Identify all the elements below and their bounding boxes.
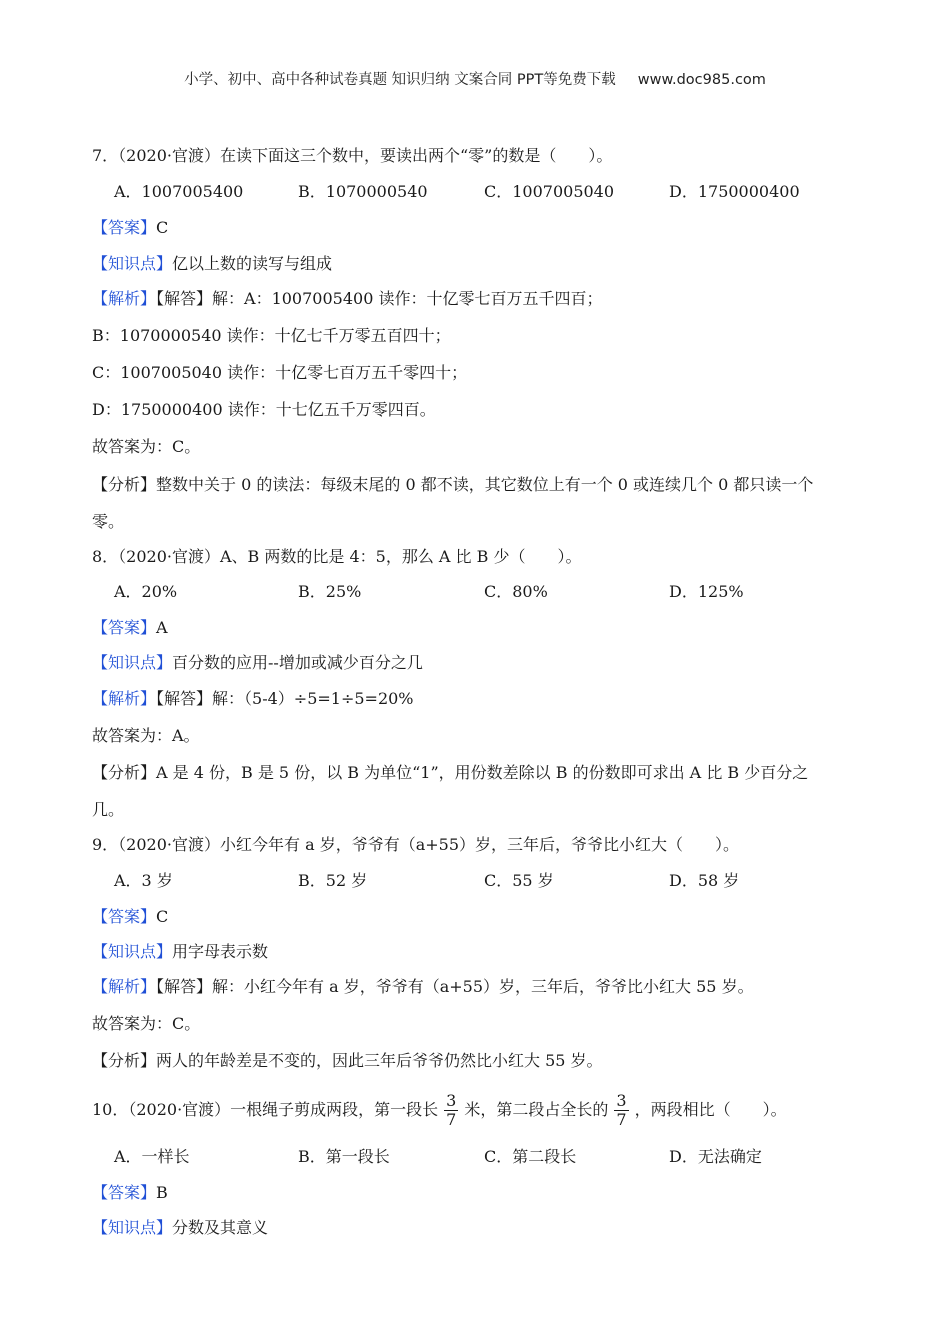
fraction-three-sevenths bbox=[444, 1092, 458, 1129]
q7-knowledge-point bbox=[92, 253, 332, 275]
analysis-text: 【解答】解：A：1007005400 读作：十亿零七百万五千四百； bbox=[156, 289, 603, 308]
q10-stem-part-2: 米，第二段占全长的 bbox=[464, 1100, 609, 1119]
q7-analysis-line-4: D：1750000400 读作：十七亿五千万零四百。 bbox=[92, 400, 436, 419]
q8-answer bbox=[92, 617, 168, 639]
knowledge-point-text: 用字母表示数 bbox=[172, 942, 269, 961]
knowledge-point-text: 百分数的应用--增加或减少百分之几 bbox=[172, 653, 423, 672]
q7-option-b: B．1070000540 bbox=[298, 182, 428, 201]
q10-option-a: A．一样长 bbox=[114, 1147, 190, 1166]
knowledge-point-text: 分数及其意义 bbox=[172, 1218, 269, 1237]
fraction-three-sevenths bbox=[614, 1092, 628, 1129]
knowledge-point-tag: 【知识点】 bbox=[92, 653, 173, 672]
analysis-text: 【解答】解：小红今年有 a 岁，爷爷有（a+55）岁，三年后，爷爷比小红大 55 岁。 bbox=[156, 977, 754, 996]
knowledge-point-tag: 【知识点】 bbox=[92, 254, 173, 273]
knowledge-point-tag: 【知识点】 bbox=[92, 1218, 173, 1237]
answer-value: C bbox=[156, 907, 169, 926]
header-site-link[interactable]: www.doc985.com bbox=[637, 72, 766, 88]
knowledge-point-tag: 【知识点】 bbox=[92, 942, 173, 961]
q9-option-c: C．55 岁 bbox=[484, 871, 554, 890]
q7-option-a: A．1007005400 bbox=[114, 182, 244, 201]
q7-option-d: D．1750000400 bbox=[669, 182, 800, 201]
q7-answer bbox=[92, 217, 168, 239]
q7-conclusion: 故答案为：C。 bbox=[92, 437, 201, 456]
answer-tag: 【答案】 bbox=[92, 618, 157, 637]
q10-answer bbox=[92, 1182, 168, 1204]
q10-stem-part-3: ，两段相比（ ）。 bbox=[634, 1100, 787, 1119]
answer-value: C bbox=[156, 218, 169, 237]
q8-knowledge-point bbox=[92, 652, 423, 674]
analysis-tag: 【解析】 bbox=[92, 289, 157, 308]
fraction-denominator: 7 bbox=[616, 1110, 627, 1129]
q10-stem-part-1: 10．（2020·官渡）一根绳子剪成两段，第一段长 bbox=[92, 1100, 439, 1119]
fraction-numerator: 3 bbox=[446, 1091, 457, 1110]
q9-option-a: A．3 岁 bbox=[114, 871, 173, 890]
q8-option-d: D．125% bbox=[669, 582, 744, 601]
q8-option-a: A．20% bbox=[114, 582, 178, 601]
q8-analysis-line-1 bbox=[92, 688, 414, 710]
q10-stem bbox=[92, 1090, 787, 1130]
header-text: 小学、初中、高中各种试卷真题 知识归纳 文案合同 PPT等免费下载 bbox=[184, 72, 616, 88]
q7-analysis-line-3: C：1007005040 读作：十亿零七百万五千零四十； bbox=[92, 363, 468, 382]
answer-tag: 【答案】 bbox=[92, 1183, 157, 1202]
q9-fenxi-line-1: 【分析】两人的年龄差是不变的，因此三年后爷爷仍然比小红大 55 岁。 bbox=[92, 1051, 603, 1070]
answer-value: B bbox=[156, 1183, 168, 1202]
q9-answer bbox=[92, 906, 168, 928]
analysis-tag: 【解析】 bbox=[92, 689, 157, 708]
q10-knowledge-point bbox=[92, 1217, 268, 1239]
answer-tag: 【答案】 bbox=[92, 218, 157, 237]
q9-stem: 9．（2020·官渡）小红今年有 a 岁，爷爷有（a+55）岁，三年后，爷爷比小红大（ ）。 bbox=[92, 835, 740, 854]
q9-option-b: B．52 岁 bbox=[298, 871, 368, 890]
q10-option-d: D．无法确定 bbox=[669, 1147, 762, 1166]
q7-option-c: C．1007005040 bbox=[484, 182, 615, 201]
q7-analysis-line-2: B：1070000540 读作：十亿七千万零五百四十； bbox=[92, 326, 451, 345]
q8-fenxi-line-2: 几。 bbox=[92, 800, 125, 819]
q8-option-c: C．80% bbox=[484, 582, 548, 601]
analysis-text: 【解答】解：（5-4）÷5=1÷5=20% bbox=[156, 689, 414, 708]
q7-stem: 7．（2020·官渡）在读下面这三个数中，要读出两个“零”的数是（ ）。 bbox=[92, 146, 613, 165]
q7-fenxi-line-1: 【分析】整数中关于 0 的读法：每级末尾的 0 都不读，其它数位上有一个 0 或连续几个 0 都只读一个 bbox=[92, 475, 814, 494]
q8-fenxi-line-1: 【分析】A 是 4 份，B 是 5 份，以 B 为单位“1”，用份数差除以 B 的份数即可求出 A 比 B 少百分之 bbox=[92, 763, 809, 782]
q7-analysis-line-1 bbox=[92, 288, 602, 310]
fraction-denominator: 7 bbox=[446, 1110, 457, 1129]
q9-conclusion: 故答案为：C。 bbox=[92, 1014, 201, 1033]
q9-analysis-line-1 bbox=[92, 976, 754, 998]
analysis-tag: 【解析】 bbox=[92, 977, 157, 996]
q7-fenxi-line-2: 零。 bbox=[92, 512, 125, 531]
fraction-numerator: 3 bbox=[616, 1091, 627, 1110]
q9-option-d: D．58 岁 bbox=[669, 871, 740, 890]
answer-tag: 【答案】 bbox=[92, 907, 157, 926]
q9-knowledge-point bbox=[92, 941, 268, 963]
q8-conclusion: 故答案为：A。 bbox=[92, 726, 200, 745]
page-header bbox=[0, 68, 950, 89]
answer-value: A bbox=[156, 618, 168, 637]
q10-option-c: C．第二段长 bbox=[484, 1147, 577, 1166]
q8-option-b: B．25% bbox=[298, 582, 362, 601]
q10-option-b: B．第一段长 bbox=[298, 1147, 390, 1166]
q8-stem: 8．（2020·官渡）A、B 两数的比是 4：5，那么 A 比 B 少（ ）。 bbox=[92, 547, 582, 566]
knowledge-point-text: 亿以上数的读写与组成 bbox=[172, 254, 333, 273]
